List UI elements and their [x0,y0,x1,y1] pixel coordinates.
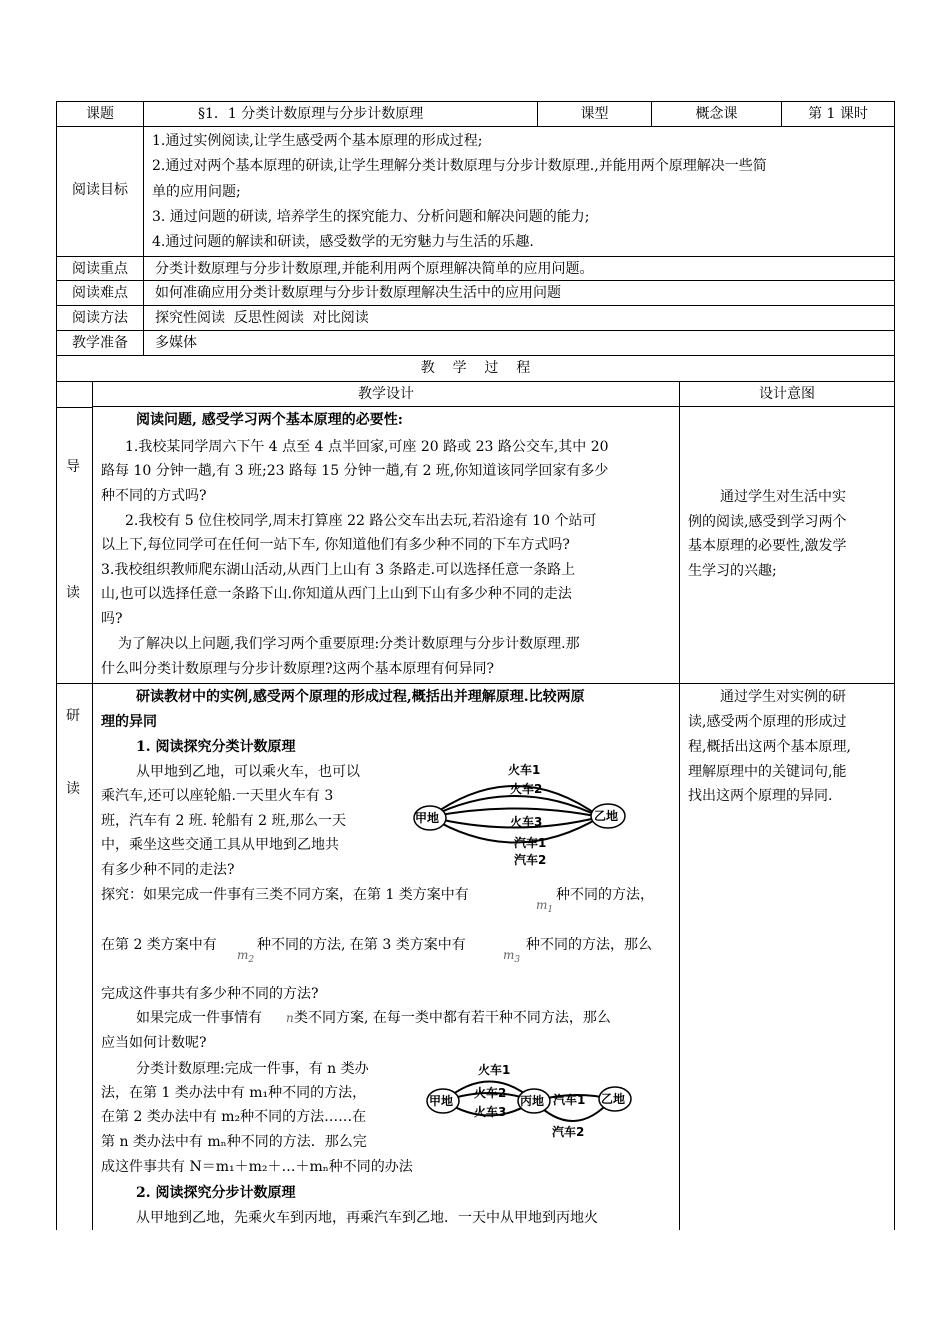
route-label: 汽车1 [553,1093,586,1107]
route-curve [430,796,600,817]
method-label: 阅读方法 [72,310,128,326]
principle-line-2: 法，在第 1 类办法中有 m₁种不同的方法， [101,1085,367,1101]
guide-line-6: 3.我校组织教师爬东湖山活动,从西门上山有 3 条路走.可以选择任意一条路上 [101,562,576,578]
guide-line-5: 以上下,每位同学可在任何一站下车, 你知道他们有多少种不同的下车方式吗? [101,537,570,553]
guide-side-1: 导 [66,459,80,475]
guide-line-4: 2.我校有 5 位住校同学,周末打算座 22 路公交车出去玩,若沿途有 10 个站可 [125,513,597,529]
var-n: n [286,1011,294,1025]
guide-line-9: 为了解决以上问题,我们学习两个重要原理:分类计数原理与分步计数原理.那 [118,636,580,652]
guide-line-10: 什么叫分类计数原理与分步计数原理?这两个基本原理有何异同? [101,661,495,677]
node-mid-label: 丙地 [520,1094,545,1108]
study-subheading-2: 2. 阅读探究分步计数原理 [136,1185,296,1201]
explore-line-2c: 种不同的方法，那么 [526,937,652,953]
route-label: 汽车1 [514,836,547,850]
study-intent-4: 理解原理中的关键词句,能 [688,764,847,780]
goals-line-3: 单的应用问题; [152,184,241,200]
guide-intent-2: 例的阅读,感受到学习两个 [688,514,847,530]
difficulty-label: 阅读难点 [72,285,128,301]
study-side-1: 研 [66,708,80,724]
general-line-1b: 类不同方案, 在每一类中都有若干种不同方法，那么 [294,1010,611,1026]
route-diagram-2 [422,1060,642,1146]
example-1-line-5: 有多少种不同的走法? [101,862,235,878]
topic-value: §1．1 分类计数原理与分步计数原理 [198,106,424,122]
general-line-1: 如果完成一件事情有 [136,1010,262,1026]
guide-line-7: 山,也可以选择任意一条路下山.你知道从西门上山到下山有多少种不同的走法 [101,586,572,602]
route-label: 火车3 [474,1105,507,1119]
node-start-label: 甲地 [429,1094,454,1108]
explore-line-3: 完成这件事共有多少种不同的方法? [101,986,319,1002]
difficulty-value: 如何准确应用分类计数原理与分步计数原理解决生活中的应用问题 [155,285,561,301]
goals-line-2: 2.通过对两个基本原理的研读,让学生理解分类计数原理与分步计数原理.,并能用两个原理解决一些简 [152,158,767,174]
guide-line-8: 吗? [101,611,123,627]
guide-intent-4: 生学习的兴趣; [688,563,777,579]
prep-value: 多媒体 [155,335,197,351]
period-value: 第 1 课时 [808,106,868,122]
example-1-line-3: 班，汽车有 2 班. 轮船有 2 班,那么一天 [101,813,346,829]
study-intent-5: 找出这两个原理的异同. [688,788,833,804]
goals-label: 阅读目标 [72,182,128,198]
var-m3: $m_3$ [503,948,521,965]
prep-label: 教学准备 [72,335,128,351]
guide-line-2: 路每 10 分钟一趟,有 3 班;23 路每 15 分钟一趟,有 2 班,你知道该同学回家有多少 [101,463,609,479]
example-1-line-2: 乘汽车,还可以座轮船.一天里火车有 3 [101,788,334,804]
intent-header: 设计意图 [759,386,815,402]
study-subheading-1: 1. 阅读探究分类计数原理 [136,739,296,755]
guide-heading: 阅读问题, 感受学习两个基本原理的必要性: [136,412,403,428]
study-intent-3: 程,概括出这两个基本原理, [688,739,851,755]
principle-line-3: 在第 2 类办法中有 m₂种不同的方法……在 [101,1109,367,1125]
node-end-label: 乙地 [601,1092,626,1106]
process-title: 教 学 过 程 [420,360,531,376]
guide-line-3: 种不同的方式吗? [101,488,207,504]
example-1-line-4: 中，乘坐这些交通工具从甲地到乙地共 [101,837,339,853]
explore-line-2: 在第 2 类方案中有 [101,937,217,953]
route-label: 火车3 [510,815,543,829]
example-1-line-1: 从甲地到乙地，可以乘火车，也可以 [136,764,360,780]
study-last-line: 从甲地到乙地，先乘火车到丙地，再乘汽车到乙地．一天中从甲地到丙地火 [136,1210,598,1226]
route-diagram-1 [410,760,640,872]
type-value: 概念课 [695,106,738,122]
goals-line-4: 3. 通过问题的研读, 培养学生的探究能力、分析问题和解决问题的能力; [152,209,590,225]
guide-side-2: 读 [66,585,80,601]
var-m1: $m_1$ [536,898,554,915]
topic-label: 课题 [86,106,114,122]
route-label: 火车2 [474,1086,507,1100]
study-intent-1: 通过学生对实例的研 [720,689,846,705]
explore-line-1b: 种不同的方法， [556,887,654,903]
key-value: 分类计数原理与分步计数原理,并能利用两个原理解决简单的应用问题。 [155,261,594,277]
goals-line-5: 4.通过问题的解读和研读，感受数学的无穷魅力与生活的乐趣. [152,234,534,250]
principle-line-5: 成这件事共有 N＝m₁＋m₂＋…＋mₙ种不同的办法 [101,1159,413,1175]
node-start-label: 甲地 [415,811,440,825]
route-label: 火车2 [510,782,543,796]
design-header: 教学设计 [358,386,414,402]
node-end-label: 乙地 [594,809,619,823]
study-heading-2: 理的异同 [101,714,157,730]
goals-line-1: 1.通过实例阅读,让学生感受两个基本原理的形成过程; [152,133,483,149]
guide-line-1: 1.我校某同学周六下午 4 点至 4 点半回家,可座 20 路或 23 路公交车,其中 20 [125,439,609,455]
route-label: 汽车2 [552,1125,585,1139]
guide-intent-1: 通过学生对生活中实 [720,489,846,505]
explore-line-1: 探究：如果完成一件事有三类不同方案，在第 1 类方案中有 [101,887,469,903]
route-label: 火车1 [478,1063,511,1077]
route-label: 汽车2 [514,853,547,867]
principle-line-4: 第 n 类办法中有 mₙ种不同的方法．那么完 [101,1134,367,1150]
key-label: 阅读重点 [72,261,128,277]
principle-line-1: 分类计数原理:完成一件事，有 n 类办 [136,1061,369,1077]
study-heading-1: 研读教材中的实例,感受两个原理的形成过程,概括出并理解原理.比较两原 [136,689,585,705]
method-value: 探究性阅读 反思性阅读 对比阅读 [155,310,369,326]
guide-intent-3: 基本原理的必要性,激发学 [688,538,847,554]
study-side-2: 读 [66,781,80,797]
type-label: 课型 [580,106,609,122]
study-intent-2: 读,感受两个原理的形成过 [688,714,847,730]
route-label: 火车1 [508,763,541,777]
general-line-2: 应当如何计数呢? [101,1035,207,1051]
explore-line-2b: 种不同的方法, 在第 3 类方案中有 [257,937,466,953]
var-m2: $m_2$ [237,948,255,965]
